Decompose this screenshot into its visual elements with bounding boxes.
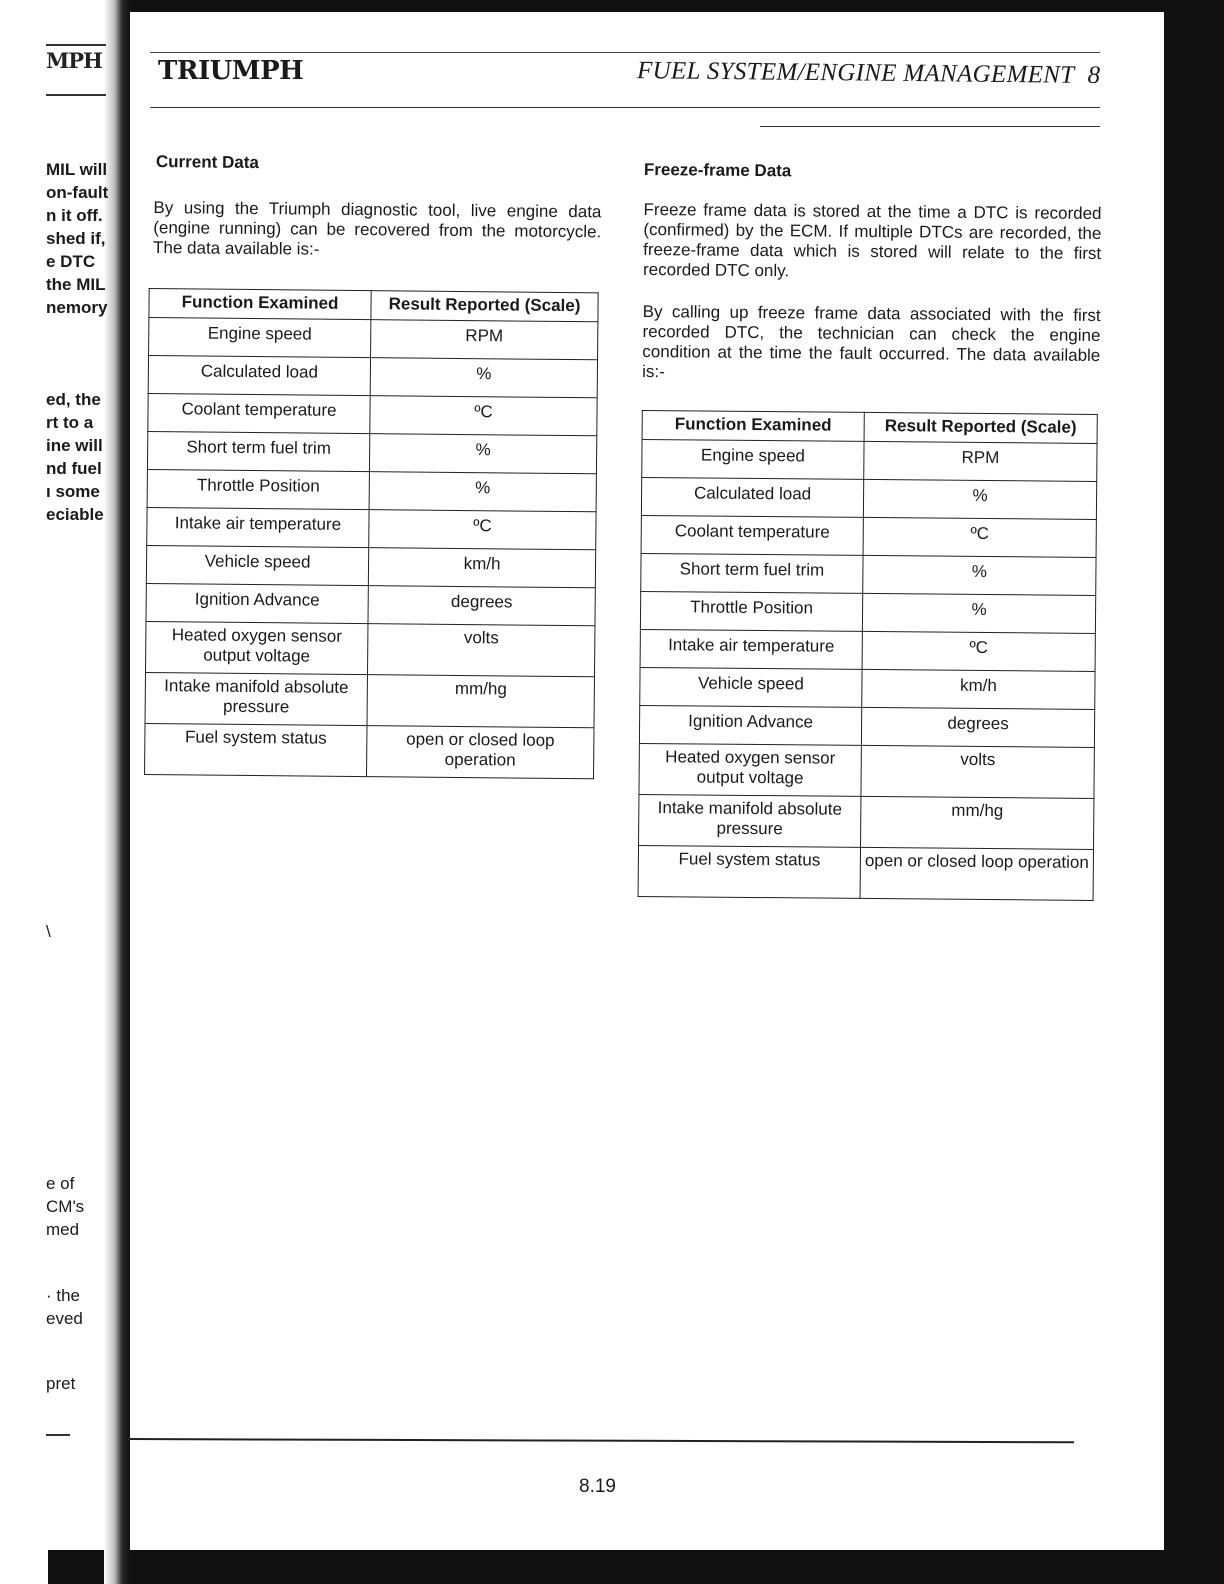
header-rule-bottom bbox=[150, 107, 1100, 108]
table-row bbox=[147, 431, 596, 473]
table-row bbox=[641, 515, 1096, 557]
fragment-group-4 bbox=[46, 1284, 83, 1330]
function-cell: Throttle Position bbox=[640, 591, 862, 631]
fragment-line: eved bbox=[46, 1309, 83, 1328]
fragment-group-3 bbox=[46, 1172, 84, 1241]
result-cell: RPM bbox=[864, 441, 1097, 481]
result-cell: % bbox=[370, 358, 597, 398]
footer-rule bbox=[128, 1438, 1074, 1443]
table-row bbox=[148, 393, 597, 435]
table-header-row bbox=[149, 288, 598, 321]
fragment-group-1 bbox=[46, 158, 108, 319]
left-rule-footer bbox=[46, 1434, 70, 1436]
function-cell: Intake manifold absolute pressure bbox=[145, 672, 367, 725]
result-cell: mm/hg bbox=[861, 796, 1094, 849]
table-row bbox=[146, 583, 595, 625]
current-data-section bbox=[144, 152, 602, 779]
table-header-row bbox=[642, 410, 1097, 443]
table-row bbox=[147, 469, 596, 511]
table-row bbox=[641, 553, 1096, 595]
function-cell: Short term fuel trim bbox=[147, 431, 369, 471]
function-cell: Fuel system status bbox=[145, 723, 367, 776]
triumph-logo: TRIUMPH bbox=[158, 56, 304, 86]
fragment-line: e of bbox=[46, 1174, 75, 1193]
fragment-line: on-fault bbox=[46, 183, 108, 202]
freeze-frame-heading: Freeze-frame Data bbox=[643, 160, 792, 181]
fragment-line: rt to a bbox=[46, 413, 94, 432]
col-header-result: Result Reported (Scale) bbox=[371, 291, 598, 322]
function-cell: Intake manifold absolute pressure bbox=[639, 794, 861, 847]
result-cell: mm/hg bbox=[367, 675, 594, 728]
function-cell: Calculated load bbox=[148, 355, 370, 395]
fragment-line: the MIL bbox=[46, 275, 106, 294]
current-data-table bbox=[144, 288, 599, 779]
function-cell: Intake air temperature bbox=[147, 507, 369, 547]
fragment-group-2 bbox=[46, 388, 104, 526]
table-row bbox=[146, 545, 595, 587]
fragment-line: n it off. bbox=[46, 206, 103, 225]
result-cell: % bbox=[862, 593, 1095, 633]
fragment-line: e DTC bbox=[46, 252, 96, 271]
current-data-heading: Current Data bbox=[155, 152, 259, 173]
function-cell: Throttle Position bbox=[147, 469, 369, 509]
section-title bbox=[637, 57, 1101, 90]
function-cell: Vehicle speed bbox=[640, 667, 862, 707]
fragment-line: ine will bbox=[46, 436, 103, 455]
function-cell: Engine speed bbox=[642, 439, 864, 479]
table-row bbox=[145, 672, 594, 727]
table-row bbox=[147, 507, 596, 549]
table-row bbox=[148, 355, 597, 397]
header-rule-top bbox=[150, 52, 1100, 53]
result-cell: degrees bbox=[368, 586, 595, 626]
table-row bbox=[639, 705, 1094, 747]
current-data-intro: By using the Triumph diagnostic tool, live engine data (engine running) can be recovered from the motorcycle. The data available is:- bbox=[152, 198, 602, 259]
table-row bbox=[638, 845, 1093, 900]
fragment-line: MIL will bbox=[46, 160, 108, 179]
result-cell: volts bbox=[861, 745, 1094, 798]
function-cell: Short term fuel trim bbox=[641, 553, 863, 593]
col-header-function: Function Examined bbox=[149, 288, 371, 319]
result-cell: km/h bbox=[368, 548, 595, 588]
fragment-line: · the bbox=[46, 1286, 81, 1305]
freeze-frame-paragraph-2: By calling up freeze frame data associated with the first recorded DTC, the technician can check the engine condition at the time the fault occurred. The data available is:- bbox=[642, 301, 1101, 382]
function-cell: Heated oxygen sensor output voltage bbox=[639, 743, 861, 796]
result-cell: open or closed loop operation bbox=[367, 726, 594, 779]
fragment-line: pret bbox=[46, 1374, 76, 1393]
table-row bbox=[642, 439, 1097, 481]
function-cell: Coolant temperature bbox=[148, 393, 370, 433]
fragment-line: ı some bbox=[46, 482, 100, 501]
function-cell: Ignition Advance bbox=[639, 705, 861, 745]
table-row bbox=[639, 743, 1094, 798]
function-cell: Vehicle speed bbox=[146, 545, 368, 585]
result-cell: % bbox=[863, 479, 1096, 519]
col-header-function: Function Examined bbox=[642, 410, 864, 441]
fragment-line: ed, the bbox=[46, 390, 101, 409]
result-cell: ºC bbox=[863, 517, 1096, 557]
scan-border-right bbox=[1164, 0, 1224, 1584]
result-cell: ºC bbox=[369, 510, 596, 550]
result-cell: ºC bbox=[862, 631, 1095, 671]
header-rule-sub bbox=[760, 126, 1100, 127]
function-cell: Fuel system status bbox=[638, 845, 860, 898]
left-page-logo: MPH bbox=[46, 48, 102, 73]
fragment-line: shed if, bbox=[46, 229, 106, 248]
scan-border-bottom bbox=[48, 1550, 1224, 1584]
fragment-line: CM's bbox=[46, 1197, 85, 1216]
fragment-line: nd fuel bbox=[46, 459, 102, 478]
fragment-line: nemory bbox=[46, 298, 108, 317]
table-row bbox=[640, 629, 1095, 671]
result-cell: open or closed loop operation bbox=[860, 847, 1093, 900]
col-header-result: Result Reported (Scale) bbox=[864, 412, 1097, 443]
result-cell: RPM bbox=[371, 320, 598, 360]
table-row bbox=[640, 667, 1095, 709]
fragment-line: eciable bbox=[46, 505, 104, 524]
freeze-frame-paragraph-1: Freeze frame data is stored at the time a DTC is recorded (confirmed) by the ECM. If multiple DTCs are recorded, the freeze-frame data which is stored will relate to the first recorded DTC only. bbox=[642, 199, 1102, 281]
function-cell: Calculated load bbox=[641, 477, 863, 517]
table-row bbox=[640, 591, 1095, 633]
result-cell: km/h bbox=[862, 669, 1095, 709]
function-cell: Coolant temperature bbox=[641, 515, 863, 555]
table-row bbox=[641, 477, 1096, 519]
fragment-mark: \ bbox=[46, 922, 51, 941]
freeze-frame-section bbox=[638, 160, 1102, 901]
result-cell: volts bbox=[367, 624, 594, 677]
function-cell: Heated oxygen sensor output voltage bbox=[146, 621, 368, 674]
fragment-group-5 bbox=[46, 1372, 75, 1395]
function-cell: Intake air temperature bbox=[640, 629, 862, 669]
left-rule-bottom bbox=[46, 94, 106, 96]
table-row bbox=[146, 621, 595, 676]
freeze-frame-table bbox=[638, 410, 1098, 901]
result-cell: % bbox=[863, 555, 1096, 595]
table-row bbox=[639, 794, 1094, 849]
left-rule-top bbox=[46, 44, 106, 46]
table-row bbox=[145, 723, 594, 778]
fragment-line: med bbox=[46, 1220, 80, 1239]
result-cell: % bbox=[369, 434, 596, 474]
result-cell: degrees bbox=[861, 707, 1094, 747]
section-title-text: FUEL SYSTEM/ENGINE MANAGEMENT bbox=[636, 57, 1075, 89]
result-cell: ºC bbox=[370, 396, 597, 436]
chapter-number: 8 bbox=[1087, 61, 1101, 89]
page-number: 8.19 bbox=[579, 1476, 616, 1497]
result-cell: % bbox=[369, 472, 596, 512]
table-row bbox=[149, 317, 598, 359]
left-page-fragment bbox=[46, 0, 108, 1584]
function-cell: Engine speed bbox=[149, 317, 371, 357]
scan-border-top bbox=[118, 0, 1224, 12]
function-cell: Ignition Advance bbox=[146, 583, 368, 623]
